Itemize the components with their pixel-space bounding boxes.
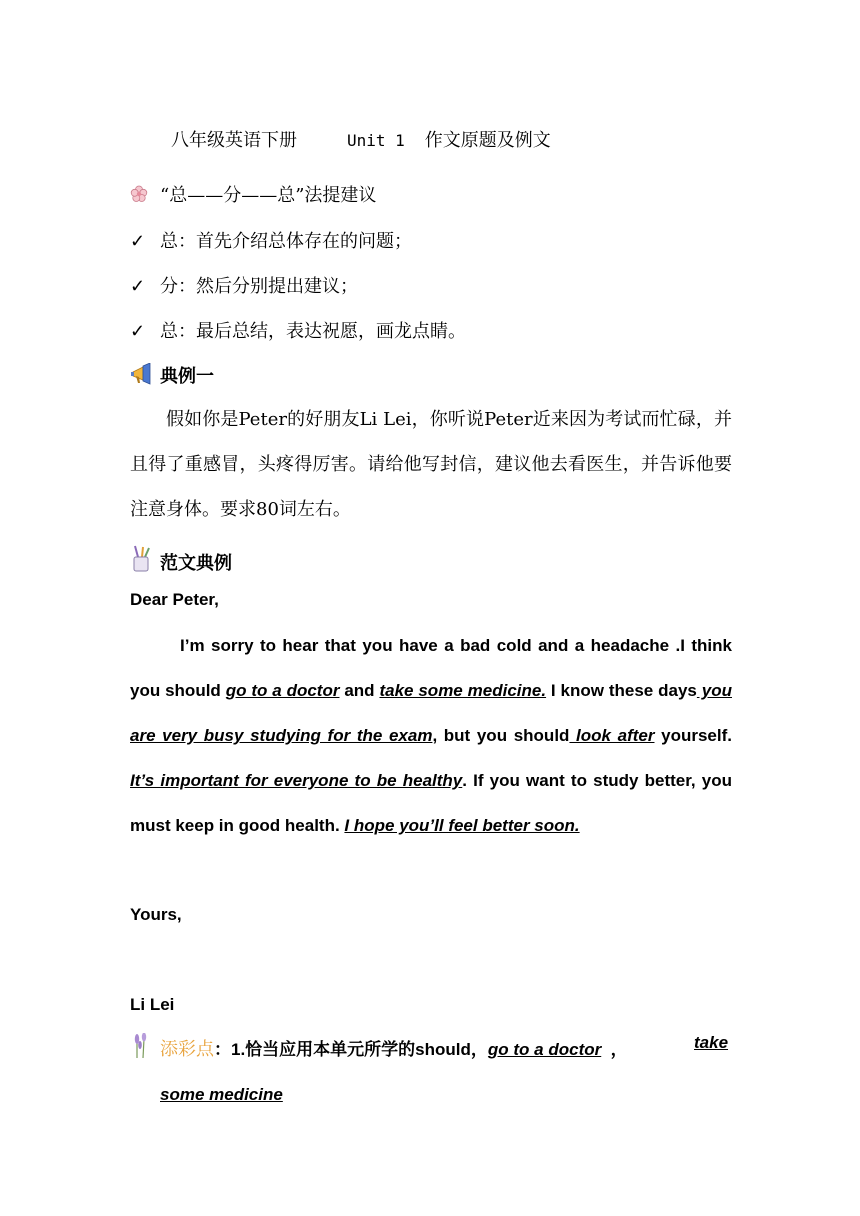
method-step xyxy=(130,227,412,253)
letter-signature: Li Lei xyxy=(130,995,175,1014)
letter-greeting: Dear Peter, xyxy=(130,590,219,609)
letter-highlight-phrase: I hope you’ll feel better soon. xyxy=(344,816,580,835)
highlights-label: 添彩点 xyxy=(160,1039,214,1060)
example-heading: 典例一 xyxy=(160,366,214,387)
letter-text: I’m sorry to hear that you have a bad cold and a headache .I think you should xyxy=(130,636,732,700)
lavender-icon xyxy=(130,1033,160,1059)
example-prompt: 假如你是Peter的好朋友Li Lei，你听说Peter近来因为考试而忙碌，并且得了重感冒，头疼得厉害。请给他写封信，建议他去看医生，并告诉他要注意身体。要求80词左右。 xyxy=(130,409,732,520)
highlight-phrase: go to a doctor xyxy=(487,1040,602,1059)
method-step-text: 总：最后总结，表达祝愿，画龙点睛。 xyxy=(160,321,466,342)
method-heading-row xyxy=(130,181,376,207)
letter-closing: Yours, xyxy=(130,905,182,924)
method-step-text: 分：然后分别提出建议； xyxy=(160,276,358,297)
check-icon: ✓ xyxy=(130,231,146,252)
method-step xyxy=(130,317,466,343)
megaphone-icon xyxy=(130,363,160,386)
letter-text: . If you want to study better, you must keep in good health. xyxy=(130,771,732,835)
highlights-colon: ： xyxy=(214,1040,231,1059)
title-topic: 作文原题及例文 xyxy=(424,130,551,151)
example-heading-row xyxy=(130,362,214,388)
letter-highlight-phrase: take some medicine. xyxy=(379,681,547,700)
highlights-block xyxy=(130,1033,732,1061)
method-step-text: 总：首先介绍总体存在的问题； xyxy=(160,231,412,252)
check-icon: ✓ xyxy=(130,321,146,342)
letter-highlight-phrase: It’s important for everyone to be healthy xyxy=(130,771,463,790)
letter-text: yourself. xyxy=(654,726,732,745)
letter-text: , but you should xyxy=(432,726,570,745)
page-title xyxy=(171,126,551,152)
letter-highlight-phrase: look after xyxy=(569,726,655,745)
pencil-cup-icon xyxy=(130,545,160,573)
highlight-phrase-wrap xyxy=(694,1033,728,1053)
sample-heading: 范文典例 xyxy=(160,553,232,574)
method-step xyxy=(130,272,358,298)
letter-highlight-phrase: go to a doctor xyxy=(225,681,340,700)
highlights-separator: ， xyxy=(601,1040,628,1059)
title-unit: Unit 1 xyxy=(347,131,405,150)
letter-text: and xyxy=(339,681,380,700)
flower-icon xyxy=(130,185,160,206)
check-icon: ✓ xyxy=(130,276,146,297)
letter-text: I know these days xyxy=(546,681,697,700)
sample-heading-row xyxy=(130,545,232,575)
letter-body xyxy=(130,623,732,848)
method-heading: “总——分——总”法提建议 xyxy=(160,185,377,206)
title-grade: 八年级英语下册 xyxy=(171,130,297,151)
letter-highlight-phrase: you are very busy studying for the exam xyxy=(130,681,732,745)
highlights-intro: 1.恰当应用本单元所学的should， xyxy=(231,1040,488,1059)
highlight-phrase-2b: some medicine xyxy=(160,1085,283,1104)
highlight-phrase-2a: take xyxy=(694,1033,729,1052)
